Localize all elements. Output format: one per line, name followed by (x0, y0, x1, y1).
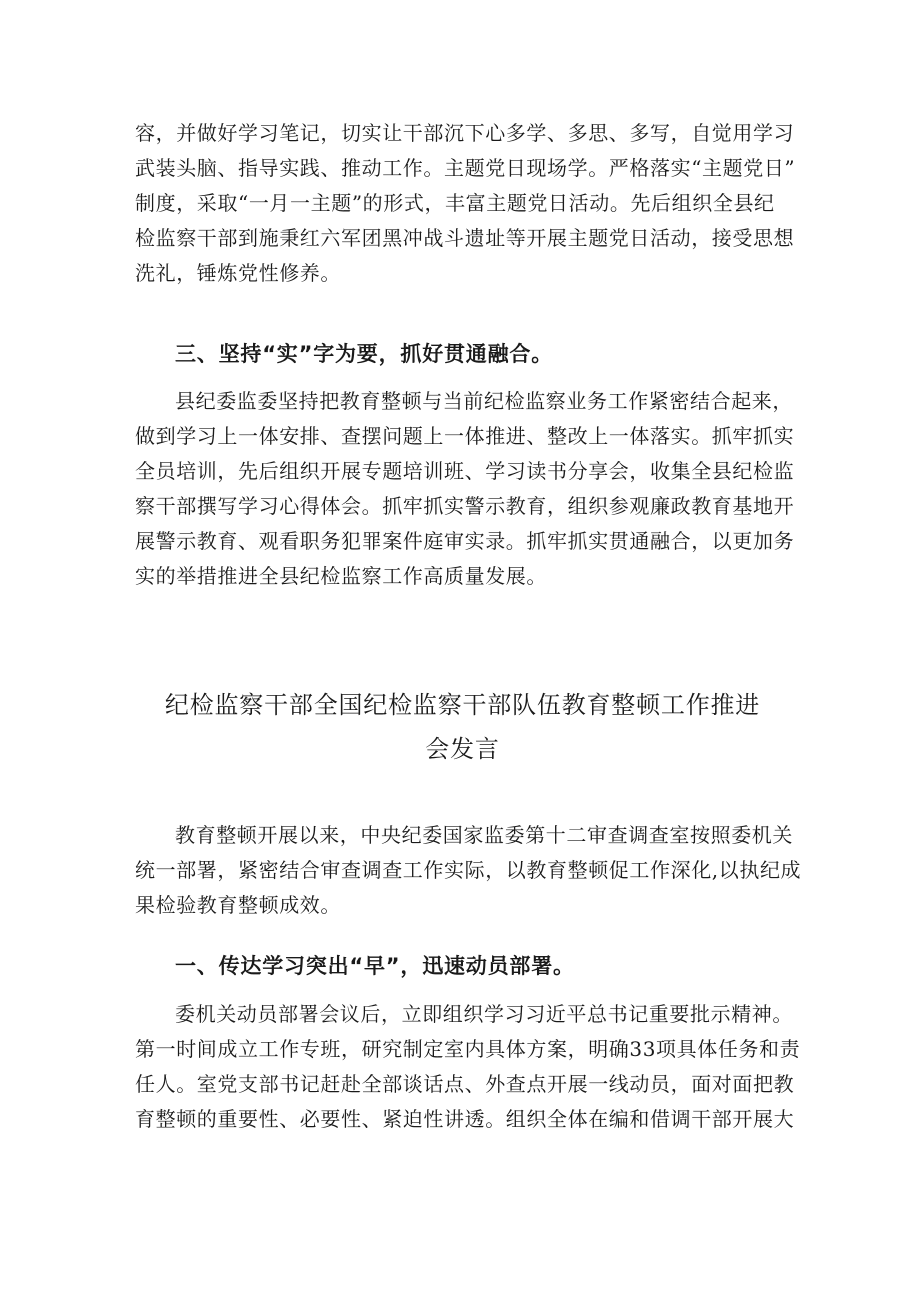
text-line: 委机关动员部署会议后，立即组织学习习近平总书记重要批示精神。 (175, 1002, 793, 1026)
text-line: 制度，采取“一月一主题”的形式，丰富主题党日活动。先后组织全县纪 (135, 191, 775, 215)
section-3-paragraph-cont (135, 419, 795, 594)
text-line: 县纪委监委坚持把教育整顿与当前纪检监察业务工作紧密结合起来， (175, 389, 793, 413)
text-line: 容，并做好学习笔记，切实让干部沉下心多学、多思、多写，自觉用学习 (135, 121, 795, 145)
text-line: 任人。室党支部书记赶赴全部谈话点、外查点开展一线动员，面对面把教 (135, 1072, 795, 1096)
section-previous-paragraph (135, 116, 796, 291)
text-line: 察干部撰写学习心得体会。抓牢抓实警示教育，组织参观廉政教育基地开 (135, 494, 795, 518)
text-line: 洗礼，锤炼党性修养。 (135, 261, 341, 285)
title-line: 会发言 (425, 735, 500, 763)
title-line: 纪检监察干部全国纪检监察干部队伍教育整顿工作推进 (164, 691, 761, 719)
text-line: 第一时间成立工作专班，研究制定室内具体方案，明确33项具体任务和责 (135, 1037, 801, 1061)
text-line: 检监察干部到施秉红六军团黑冲战斗遗址等开展主题党日活动，接受思想 (135, 226, 795, 250)
section-heading-3: 三、坚持“实”字为要，抓好贯通融合。 (175, 342, 554, 366)
text-line: 果检验教育整顿成效。 (135, 893, 341, 917)
section-3-paragraph (135, 384, 793, 419)
text-line: 全员培训，先后组织开展专题培训班、学习读书分享会，收集全县纪检监 (135, 459, 795, 483)
section-heading-1: 一、传达学习突出“早”，迅速动员部署。 (175, 954, 575, 978)
text-line: 实的举措推进全县纪检监察工作高质量发展。 (135, 564, 547, 588)
text-line: 武装头脑、指导实践、推动工作。主题党日现场学。严格落实“主题党日” (135, 156, 796, 180)
text-line: 做到学习上一体安排、查摆问题上一体推进、整改上一体落实。抓牢抓实 (135, 424, 795, 448)
document-title (135, 683, 790, 771)
section-1-paragraph (135, 997, 801, 1137)
text-line: 育整顿的重要性、必要性、紧迫性讲透。组织全体在编和借调干部开展大 (135, 1107, 795, 1131)
text-line: 统一部署，紧密结合审查调查工作实际，以教育整顿促工作深化,以执纪成 (135, 858, 802, 882)
intro-paragraph (135, 818, 802, 923)
text-line: 展警示教育、观看职务犯罪案件庭审实录。抓牢抓实贯通融合，以更加务 (135, 529, 795, 553)
text-line: 教育整顿开展以来，中央纪委国家监委第十二审查调查室按照委机关 (175, 823, 793, 847)
